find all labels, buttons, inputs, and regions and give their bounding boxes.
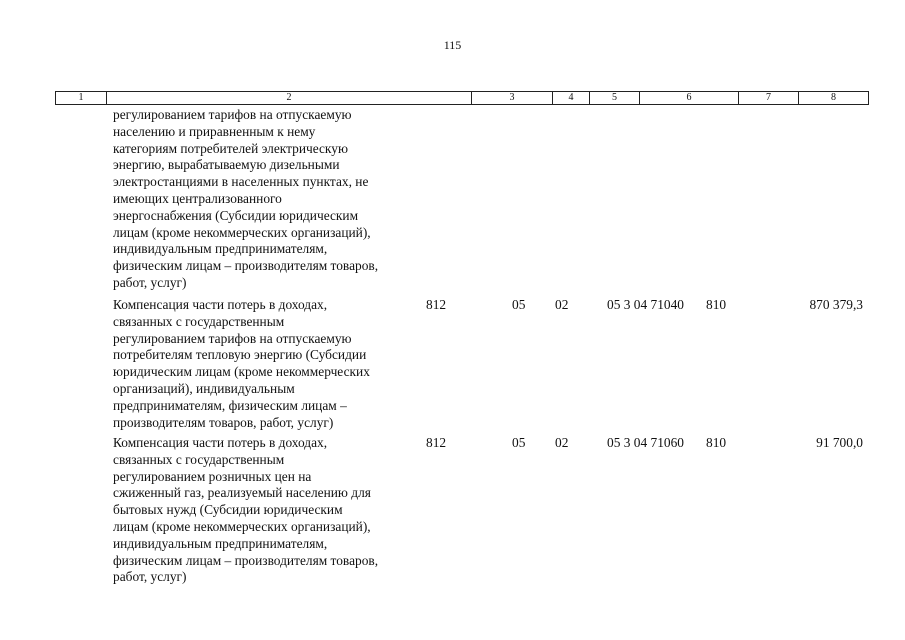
header-col-6: 6 (640, 92, 739, 104)
description-line: энергию, вырабатываемую дизельными (113, 157, 340, 173)
expense-type-code: 810 (706, 297, 727, 312)
description-line: юридическим лицам (кроме некоммерческих (113, 364, 370, 380)
table-row-description (113, 107, 418, 292)
header-col-7: 7 (739, 92, 799, 104)
subsection-code: 02 (555, 297, 569, 312)
description-line: производителям товаров, работ, услуг) (113, 414, 334, 430)
description-line: энергоснабжения (Субсидии юридическим (113, 207, 359, 223)
page-number: 115 (443, 38, 462, 52)
description-line: регулированием тарифов на отпускаемую (113, 330, 352, 346)
header-col-4: 4 (553, 92, 590, 104)
table-header-row (55, 91, 869, 105)
ministry-code: 812 (426, 435, 447, 450)
description-line: работ, услуг) (113, 569, 187, 585)
description-line: работ, услуг) (113, 274, 187, 290)
description-line: организаций), индивидуальным (113, 380, 295, 396)
description-line: предпринимателям, физическим лицам – (113, 397, 347, 413)
description-line: лицам (кроме некоммерческих организаций), (113, 518, 371, 534)
header-col-2: 2 (107, 92, 472, 104)
description-line: Компенсация части потерь в доходах, (113, 297, 328, 312)
header-col-1: 1 (56, 92, 107, 104)
description-line: связанных с государственным (113, 451, 285, 467)
section-code: 05 (512, 435, 526, 450)
subsection-code: 02 (555, 435, 569, 450)
description-line: сжиженный газ, реализуемый населению для (113, 485, 371, 501)
amount-value: 870 379,3 (809, 297, 863, 312)
description-line: индивидуальным предпринимателям, (113, 535, 328, 551)
description-line: связанных с государственным (113, 313, 285, 329)
description-line: категориям потребителей электрическую (113, 140, 348, 156)
description-line: потребителям тепловую энергию (Субсидии (113, 347, 367, 363)
description-line: регулированием розничных цен на (113, 468, 312, 484)
description-line: электростанциями в населенных пунктах, не (113, 174, 369, 190)
table-row-description (113, 297, 418, 431)
description-line: лицам (кроме некоммерческих организаций), (113, 224, 371, 240)
expense-type-code: 810 (706, 435, 727, 450)
description-line: бытовых нужд (Субсидии юридическим (113, 502, 343, 518)
section-code: 05 (512, 297, 526, 312)
description-line: физическим лицам – производителям товаров, (113, 552, 379, 568)
description-line: имеющих централизованного (113, 190, 282, 206)
target-article-code: 05 3 04 71040 (607, 297, 684, 312)
header-col-3: 3 (472, 92, 553, 104)
header-col-5: 5 (590, 92, 640, 104)
header-col-8: 8 (831, 92, 836, 103)
ministry-code: 812 (426, 297, 447, 312)
description-line: населению и приравненным к нему (113, 123, 316, 139)
target-article-code: 05 3 04 71060 (607, 435, 684, 450)
description-line: индивидуальным предпринимателям, (113, 241, 328, 257)
amount-value: 91 700,0 (816, 435, 863, 450)
description-line: Компенсация части потерь в доходах, (113, 435, 328, 450)
table-row-description (113, 435, 418, 586)
description-line: физическим лицам – производителям товаров, (113, 258, 379, 274)
description-line: регулированием тарифов на отпускаемую (113, 107, 352, 122)
